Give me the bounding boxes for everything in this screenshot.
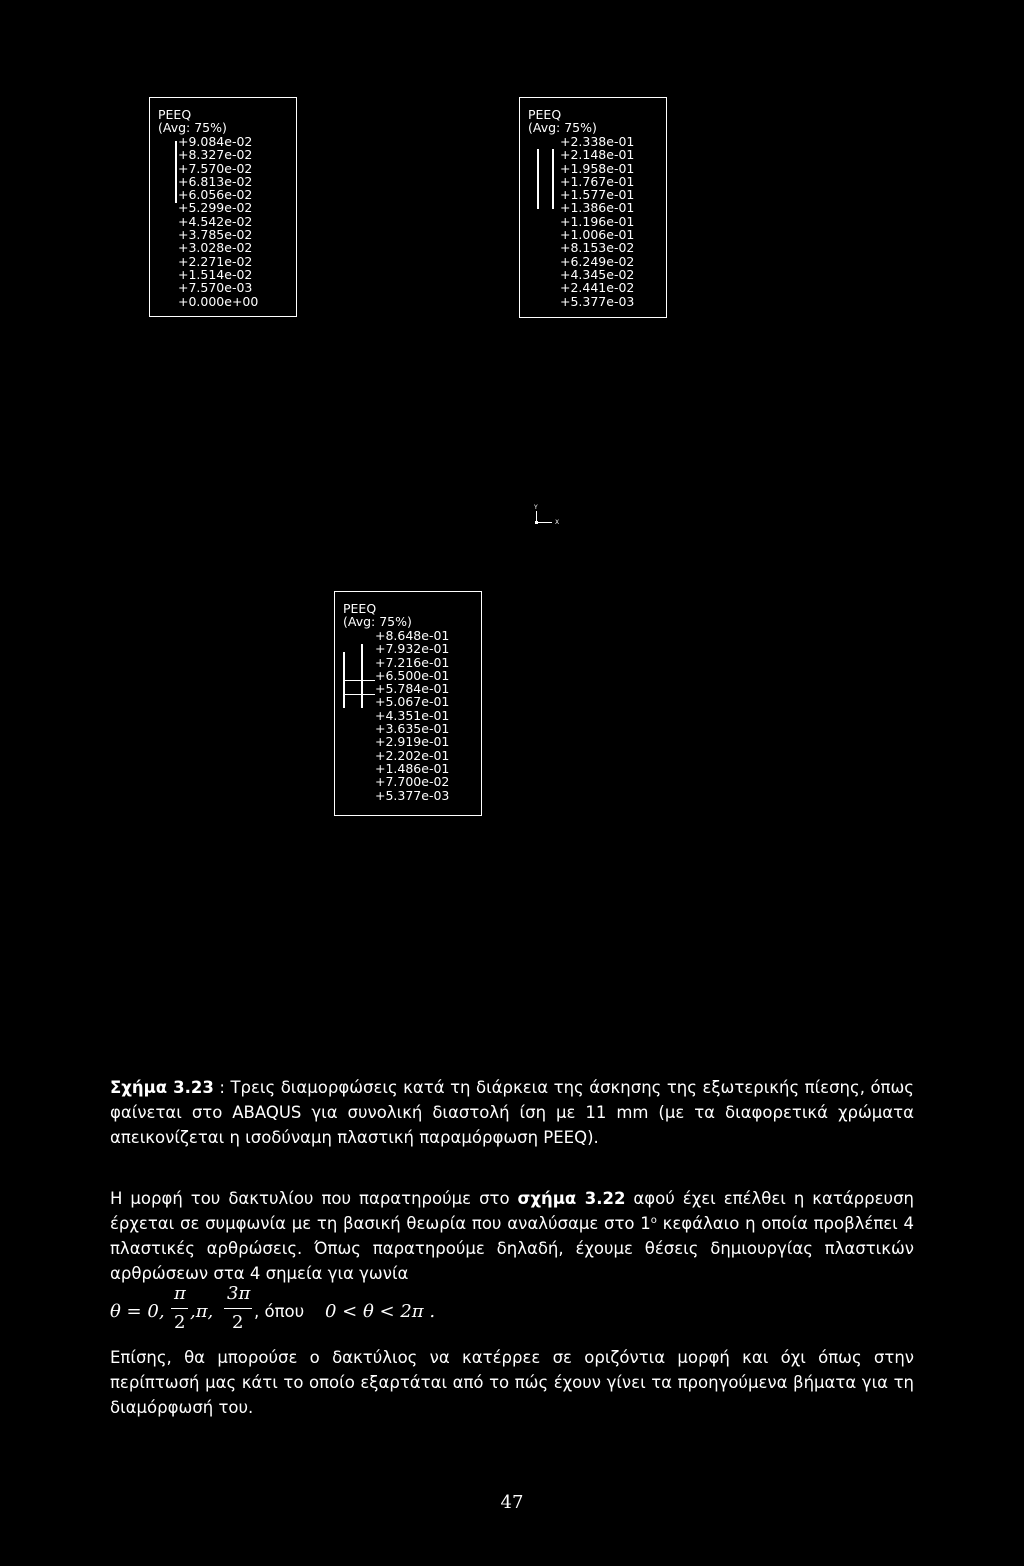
legend-values — [178, 135, 258, 308]
legend-value: +1.196e-01 — [560, 213, 635, 229]
axis-triad — [533, 505, 563, 525]
triad-x-label: X — [555, 519, 560, 526]
paragraph-text: κεφάλαιο η οποία προβλέπει 4 πλαστικές αρθρώσεις. Όπως παρατηρούμε δηλαδή, έχουμε θέσεις δημιουργίας πλαστικών αρθρώσεων στα 4 σημεία για γωνία — [110, 1214, 914, 1283]
legend-value: +8.327e-02 — [178, 147, 253, 163]
legend-value: +5.299e-02 — [178, 200, 253, 216]
legend-title: PEEQ — [158, 107, 192, 122]
legend-value: +2.919e-01 — [375, 734, 450, 750]
legend-color-scale — [537, 149, 559, 209]
legend-value: +7.216e-01 — [375, 654, 450, 670]
fraction-1-bar — [171, 1308, 188, 1309]
legend-color-scale — [343, 644, 375, 708]
legend-value: +6.813e-02 — [178, 173, 253, 189]
legend-value: +7.932e-01 — [375, 641, 450, 657]
legend-value: +7.570e-02 — [178, 160, 253, 176]
fraction-2-numerator: 3π — [227, 1283, 251, 1304]
fraction-1-numerator: π — [174, 1283, 186, 1304]
legend-value: +1.767e-01 — [560, 173, 635, 189]
legend-value: +4.351e-01 — [375, 707, 450, 723]
legend-value: +2.338e-01 — [560, 134, 635, 149]
legend-value: +5.377e-03 — [375, 787, 450, 803]
formula-condition: 0 < θ < 2π . — [325, 1301, 436, 1322]
legend-value: +1.514e-02 — [178, 266, 253, 282]
legend-value: +2.441e-02 — [560, 280, 635, 296]
legend-value: +4.542e-02 — [178, 213, 253, 229]
body-paragraph: Επίσης, θα μπορούσε ο δακτύλιος να κατέρρεε σε οριζόντια μορφή και όχι όπως στην περίπτωσή μας κάτι το οποίο εξαρτάται από το πώς έχουν γίνει τα προηγούμενα βήματα για τη διαμόρφωσή του. — [110, 1348, 914, 1417]
legend-value: +2.202e-01 — [375, 747, 450, 763]
legend-value: +6.249e-02 — [560, 253, 635, 269]
legend-value: +0.000e+00 — [178, 293, 259, 309]
legend-value: +7.700e-02 — [375, 774, 450, 790]
figure-reference: σχήμα 3.22 — [517, 1189, 626, 1208]
legend-averaging: (Avg: 75%) — [158, 120, 227, 136]
peeq-legend-3 — [334, 591, 482, 816]
page-number: 47 — [500, 1492, 524, 1513]
legend-averaging: (Avg: 75%) — [343, 614, 412, 630]
legend-value: +8.648e-01 — [375, 628, 450, 643]
legend-value: +2.271e-02 — [178, 253, 253, 269]
formula-lhs: θ = 0, — [110, 1301, 165, 1322]
ordinal-superscript: ο — [650, 1215, 657, 1226]
legend-title: PEEQ — [528, 107, 562, 122]
body-paragraph — [110, 1186, 914, 1286]
legend-value: +9.084e-02 — [178, 134, 253, 149]
legend-value: +3.028e-02 — [178, 240, 253, 256]
legend-value: +5.067e-01 — [375, 694, 450, 710]
legend-title: PEEQ — [343, 601, 377, 616]
legend-value: +1.386e-01 — [560, 200, 635, 216]
legend-value: +4.345e-02 — [560, 266, 635, 282]
fraction-1-denominator: 2 — [174, 1312, 186, 1333]
legend-values — [375, 629, 449, 802]
caption-text: : Τρεις διαμορφώσεις κατά τη διάρκεια της άσκησης της εξωτερικής πίεσης, όπως φαίνεται στο ABAQUS για συνολική διαστολή ίση με 11 mm (με τα διαφορετικά χρώματα απεικονίζεται η ισοδύναμη πλαστική παραμόρφωση PEEQ). — [110, 1078, 914, 1147]
legend-value: +8.153e-02 — [560, 240, 635, 256]
legend-value: +3.635e-01 — [375, 721, 450, 737]
paragraph-text: αφού έχει επέλθει η κατάρρευση έρχεται σε συμφωνία με τη βασική θεωρία που αναλύσαμε στο 1 — [110, 1189, 914, 1233]
legend-value: +1.958e-01 — [560, 160, 635, 176]
triad-y-label: Y — [534, 504, 538, 511]
formula-middle: ,π, — [190, 1301, 214, 1322]
fraction-2-denominator: 2 — [232, 1312, 244, 1333]
angle-formula — [110, 1283, 610, 1343]
legend-value: +6.056e-02 — [178, 187, 253, 203]
legend-value: +2.148e-01 — [560, 147, 635, 163]
figure-caption — [110, 1075, 914, 1150]
formula-connector: , όπου — [254, 1302, 305, 1321]
legend-value: +5.784e-01 — [375, 681, 450, 697]
triad-x-axis — [536, 522, 552, 523]
paragraph-text: Η μορφή του δακτυλίου που παρατηρούμε στο — [110, 1189, 518, 1208]
legend-value: +7.570e-03 — [178, 280, 253, 296]
legend-value: +6.500e-01 — [375, 667, 450, 683]
legend-values — [560, 135, 634, 308]
fraction-2-bar — [224, 1308, 252, 1309]
legend-value: +1.577e-01 — [560, 187, 635, 203]
peeq-legend-1 — [149, 97, 297, 317]
legend-value: +5.377e-03 — [560, 293, 635, 309]
legend-averaging: (Avg: 75%) — [528, 120, 597, 136]
legend-value: +1.486e-01 — [375, 760, 450, 776]
peeq-legend-2 — [519, 97, 667, 318]
caption-label: Σχήμα 3.23 — [110, 1078, 214, 1097]
legend-value: +3.785e-02 — [178, 227, 253, 243]
triad-origin — [535, 521, 538, 524]
legend-value: +1.006e-01 — [560, 227, 635, 243]
